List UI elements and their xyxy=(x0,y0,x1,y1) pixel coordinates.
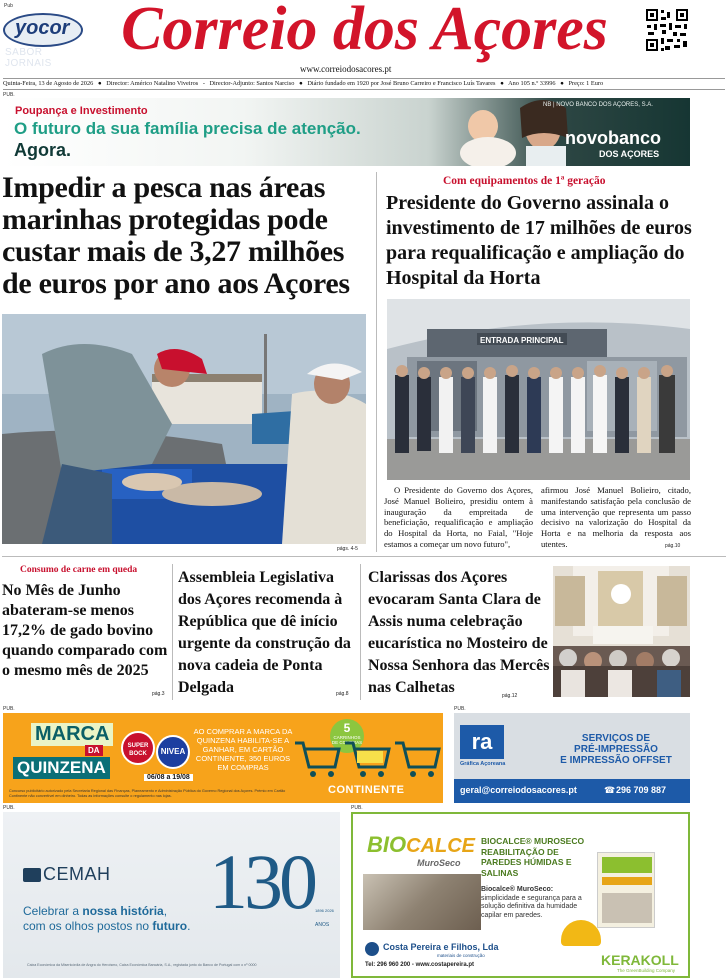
brief2-page-ref[interactable]: pág.8 xyxy=(336,691,349,697)
church-photo xyxy=(553,566,690,697)
brief1-headline[interactable]: No Mês de Junho abateram-se menos 17,2% de gado bovino quando comparado com o mesmo mês de 2025 xyxy=(2,582,168,679)
lead-page-ref[interactable]: págs. 4-5 xyxy=(337,546,358,552)
brief3-headline[interactable]: Clarissas dos Açores evocaram Santa Clara de Assis numa celebração eucarística no Mosteiro de Nossa Senhora das Mercês nas Calhetas xyxy=(368,569,550,696)
cemah-pub-label: PUB. xyxy=(3,805,15,811)
cemah-line2-em: futuro xyxy=(152,919,188,933)
hospital-body-col2: afirmou José Manuel Bolieiro, citado, manifestando satisfação pela conclusão de uma intervenção que representa um passo decisivo na valorização do Hospital da Horta e na melhoria da resposta aos utentes. xyxy=(541,485,691,549)
cemah-slogan-line1 xyxy=(23,904,167,918)
phone-icon: ☎ xyxy=(604,785,616,795)
cemah-line1-pre: Celebrar a xyxy=(23,904,83,918)
shopping-carts-icon xyxy=(293,739,443,781)
lead-photo-fishermen xyxy=(2,314,366,544)
lead-headline[interactable]: Impedir a pesca nas áreas marinhas protegidas pode custar mais de 3,27 milhões de euros por ano aos Açores xyxy=(2,171,350,300)
dateline-bar: Quinta-Feira, 13 de Agosto de 2026 ● Director: Américo Natalino Viveiros - Director-Adjunto: Santos Narciso ● Diário fundado em 1920 por José Bruno Carreiro e Francisco Luís Tavares ● Ano 105 n.º 33996 ● Preço: 1 Euro xyxy=(3,78,725,90)
costa-pereira-logo xyxy=(365,942,379,956)
brief-divider-1 xyxy=(172,564,173,700)
dateline-founded: Diário fundado em 1920 por José Bruno Carreiro e Francisco Luís Tavares xyxy=(307,80,496,87)
brief1-page-ref[interactable]: pág.3 xyxy=(152,691,165,697)
banner-line2: Agora. xyxy=(14,140,72,160)
newspaper-title: Correio dos Açores xyxy=(121,0,608,63)
marca-promo: AO COMPRAR A MARCA DA QUINZENA HABILITA-SE A GANHAR, EM CARTÃO CONTINENTE, 350 EUROS EM COMPRAS xyxy=(193,727,293,772)
section-divider xyxy=(2,556,726,557)
marca-title-box xyxy=(9,723,117,783)
grafica-line1: SERVIÇOS DE xyxy=(581,733,651,744)
biocalce-logo-bio: BIO xyxy=(367,832,407,857)
banner-photo xyxy=(448,98,578,166)
banner-pub-label: PUB. xyxy=(3,92,15,98)
website-url[interactable]: www.correiodosacores.pt xyxy=(300,64,392,74)
continente-logo: CONTINENTE xyxy=(328,784,405,796)
biocalce-pub-label: PUB. xyxy=(351,805,363,811)
banner-kicker: Poupança e Investimento xyxy=(15,105,148,117)
marca-title-a: MARCA xyxy=(31,723,113,746)
helmet-icon xyxy=(561,920,601,946)
cemah-logo: CEMAH xyxy=(43,864,111,884)
costa-pereira-sub: materiais de construção xyxy=(437,953,485,958)
grafica-logo-text: Gráfica Açoreana xyxy=(460,761,506,767)
grafica-line2: PRÉ-IMPRESSÃO xyxy=(574,744,658,755)
kerakoll-logo: KERAKOLL xyxy=(601,952,679,968)
cemah-anos-label: ANOS xyxy=(315,922,330,928)
biocalce-ad[interactable] xyxy=(351,812,690,978)
banner-line1: O futuro da sua família precisa de atenção. xyxy=(14,119,361,138)
marca-legal: Concurso publicitário autorizado pela Secretaria Regional das Finanças, Planeamento e Administração Pública do Governo Regional dos Açores. Prémio em Cartão Continente não convertível em dinheiro. Todas as informações consulte o regulamento nas lojas. xyxy=(9,789,286,798)
cemah-line1-em: nossa história xyxy=(82,904,164,918)
costa-pereira-name: Costa Pereira e Filhos, Lda xyxy=(383,942,499,952)
biocalce-wall-photo xyxy=(363,874,481,930)
grafica-logo-mark: ra xyxy=(460,725,504,759)
hospital-sign: ENTRADA PRINCIPAL xyxy=(480,336,564,345)
biocalce-product-bag xyxy=(597,852,655,928)
brief1-kicker: Consumo de carne em queda xyxy=(20,565,138,575)
qr-code[interactable] xyxy=(645,8,689,52)
marca-pub-label: PUB. xyxy=(3,706,15,712)
hospital-headline[interactable]: Presidente do Governo assinala o investimento de 17 milhões de euros para requalificação e ampliação do Hospital da Horta xyxy=(386,192,692,289)
biocalce-logo-sub: MuroSeco xyxy=(417,858,461,868)
cemah-line1-post: , xyxy=(163,904,168,918)
hospital-photo xyxy=(387,299,690,480)
biocalce-desc xyxy=(481,886,583,920)
novobanco-banner-ad[interactable] xyxy=(3,98,690,166)
marca-badge-text: CARRINHOS DE COMPRAS xyxy=(331,735,363,745)
hospital-body-col1: O Presidente do Governo dos Açores, José Manuel Bolieiro, presidiu ontem à inauguração da empreitada de beneficiação, requalificação e ampliação do Hospital da Horta, no Faial, "Hoje estamos a começar um novo futuro", xyxy=(384,485,533,549)
dateline-price: Preço: 1 Euro xyxy=(568,80,604,87)
nivea-logo: NIVEA xyxy=(156,735,190,769)
cemah-130-years: 130 xyxy=(209,838,314,925)
cemah-slogan-line2 xyxy=(23,919,190,933)
sponsor-logo-text: yocor xyxy=(15,17,70,39)
grafica-line3: E IMPRESSÃO OFFSET xyxy=(560,755,672,766)
brief-divider-2 xyxy=(360,564,361,700)
column-divider xyxy=(376,172,377,552)
sponsor-logo xyxy=(3,9,85,69)
biocalce-title: BIOCALCE® MUROSECO REABILITAÇÃO DE PAREDES HÚMIDAS E SALINAS xyxy=(481,836,585,878)
biocalce-desc-text: simplicidade e segurança para a solução definitiva da humidade capilar em paredes. xyxy=(481,894,582,919)
novobanco-logo: novobanco xyxy=(565,128,662,148)
brief2-headline[interactable]: Assembleia Legislativa dos Açores recomenda à República que dê início urgente da construção da nova cadeia de Ponta Delgada xyxy=(178,569,351,696)
hospital-kicker: Com equipamentos de 1ª geração xyxy=(443,175,606,187)
brief3-page-ref[interactable]: pág.12 xyxy=(502,693,518,699)
cemah-ad[interactable] xyxy=(3,812,340,978)
grafica-contact-bar xyxy=(454,779,690,803)
sponsor-tagline: SABOR JORNAIS xyxy=(5,47,52,69)
marca-title-b: QUINZENA xyxy=(13,757,110,779)
biocalce-logo-calce: CALCE xyxy=(406,835,476,857)
grafica-email[interactable]: geral@correiodosacores.pt xyxy=(460,785,577,795)
pub-label: Pub xyxy=(4,3,13,9)
banner-legal: NB | NOVO BANCO DOS AÇORES, S.A. xyxy=(543,102,653,108)
biocalce-logo xyxy=(367,832,475,858)
marca-badge-num: 5 xyxy=(343,721,351,735)
dateline-director: Director: Américo Natalino Viveiros xyxy=(106,80,199,87)
grafica-pub-label: PUB. xyxy=(454,706,466,712)
dateline-date: Quinta-Feira, 13 de Agosto de 2026 xyxy=(3,80,94,87)
cemah-logo-icon xyxy=(23,868,41,882)
cemah-legal: Caixa Económica da Misericórdia de Angra do Heroísmo, Caixa Económica Bancária, S.A., registada junto do Banco de Portugal com o nº 0000 xyxy=(27,963,257,967)
novobanco-logo-sub: DOS AÇORES xyxy=(599,149,660,159)
dateline-deputy: Director-Adjunto: Santos Narciso xyxy=(209,80,295,87)
hospital-page-ref[interactable]: pág.10 xyxy=(665,543,681,549)
biocalce-desc-bold: Biocalce® MuroSeco: xyxy=(481,886,554,893)
grafica-acoreana-ad[interactable] xyxy=(454,713,690,803)
costa-pereira-contact[interactable]: Tel: 296 960 200 - www.costapereira.pt xyxy=(365,962,475,968)
marca-title-da: DA xyxy=(85,745,103,756)
marca-dates: 06/08 a 19/08 xyxy=(144,774,193,781)
dateline-issue: Ano 105 n.º 33996 xyxy=(508,80,556,87)
kerakoll-tagline: The GreenBuilding Company xyxy=(617,968,676,973)
cemah-year-span: 1896 2026 xyxy=(315,908,334,913)
cemah-line2-pre: com os olhos postos no xyxy=(23,919,153,933)
cemah-line2-post: . xyxy=(187,919,191,933)
super-bock-logo: SUPER BOCK xyxy=(121,731,155,765)
marca-quinzena-ad[interactable] xyxy=(3,713,443,803)
grafica-phone[interactable]: 296 709 887 xyxy=(616,785,667,795)
